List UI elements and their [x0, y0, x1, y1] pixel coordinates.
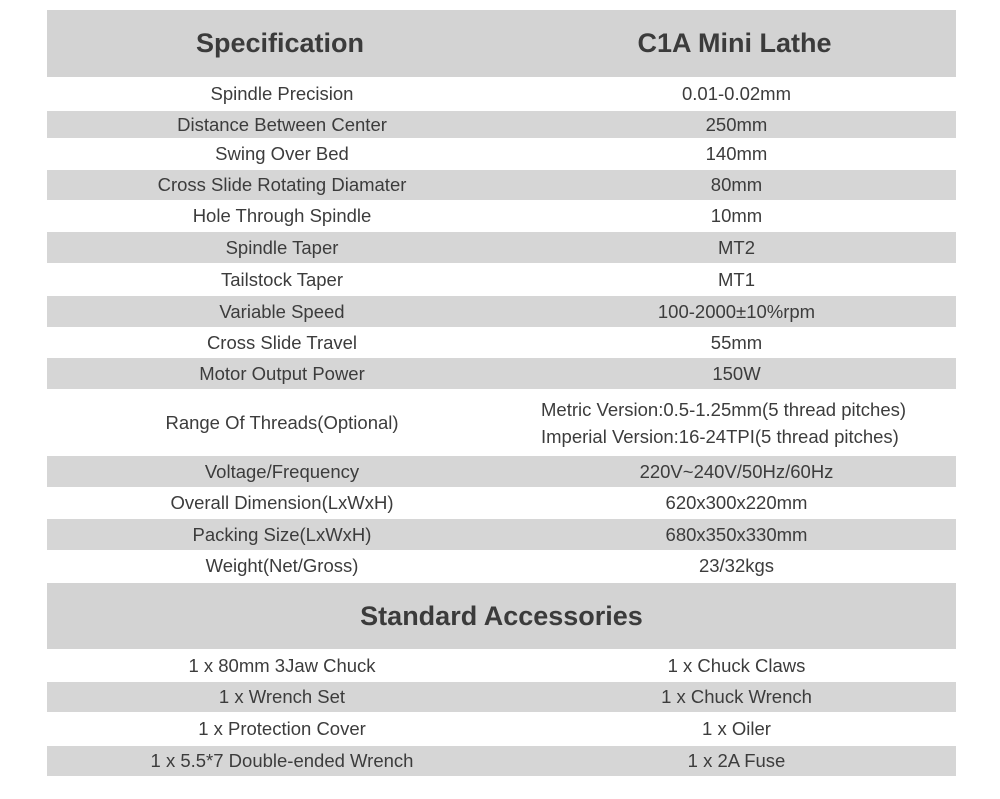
spec-label: Distance Between Center [177, 113, 387, 135]
spec-row [47, 200, 956, 232]
spec-sheet [47, 10, 956, 776]
spec-value-line: Imperial Version:16-24TPI(5 thread pitches) [541, 425, 899, 447]
accessory-item: 1 x 5.5*7 Double-ended Wrench [150, 750, 414, 771]
spec-row [47, 550, 956, 582]
spec-header-model: C1A Mini Lathe [637, 28, 832, 58]
accessory-row [47, 682, 956, 712]
spec-label: Packing Size(LxWxH) [192, 523, 372, 545]
spec-value: 140mm [705, 143, 768, 164]
spec-row [47, 389, 956, 456]
spec-row [47, 138, 956, 170]
spec-value: 23/32kgs [698, 555, 775, 576]
spec-value: 680x350x330mm [665, 523, 808, 545]
spec-row [47, 296, 956, 327]
spec-label: Range Of Threads(Optional) [165, 411, 399, 433]
spec-row [47, 111, 956, 138]
spec-row [47, 487, 956, 519]
spec-header-row [47, 10, 956, 77]
spec-label: Weight(Net/Gross) [205, 555, 359, 576]
spec-label: Swing Over Bed [215, 143, 349, 164]
spec-row [47, 170, 956, 200]
spec-label: Cross Slide Rotating Diamater [157, 174, 407, 195]
spec-value: 620x300x220mm [665, 492, 808, 513]
spec-value: 80mm [710, 174, 763, 195]
spec-label: Tailstock Taper [220, 268, 344, 290]
spec-value: MT1 [718, 268, 755, 290]
accessory-item: 1 x 80mm 3Jaw Chuck [188, 654, 376, 676]
spec-label: Cross Slide Travel [206, 331, 358, 353]
spec-value: 10mm [710, 205, 763, 226]
accessory-item: 1 x Chuck Wrench [661, 686, 812, 707]
spec-row [47, 327, 956, 358]
accessories-title: Standard Accessories [47, 583, 956, 649]
spec-row [47, 456, 956, 487]
accessory-row [47, 712, 956, 746]
spec-row [47, 263, 956, 296]
spec-row [47, 232, 956, 263]
accessory-row [47, 746, 956, 776]
accessory-item: 1 x Chuck Claws [667, 654, 806, 676]
spec-value: 220V~240V/50Hz/60Hz [639, 460, 834, 482]
spec-label: Motor Output Power [199, 362, 365, 384]
spec-value: 0.01-0.02mm [682, 83, 791, 104]
spec-label: Voltage/Frequency [204, 460, 360, 482]
spec-value: 100-2000±10%rpm [657, 300, 816, 322]
spec-row [47, 358, 956, 389]
spec-label: Variable Speed [219, 300, 345, 322]
accessory-item: 1 x Oiler [702, 718, 771, 739]
spec-value [517, 396, 956, 450]
spec-label: Spindle Taper [225, 236, 339, 258]
spec-label: Overall Dimension(LxWxH) [170, 492, 394, 513]
spec-value: 150W [712, 362, 761, 384]
spec-row [47, 77, 956, 111]
accessory-row [47, 649, 956, 682]
spec-label: Spindle Precision [210, 83, 354, 104]
spec-value: 55mm [710, 331, 763, 353]
spec-value-line: Metric Version:0.5-1.25mm(5 thread pitches) [541, 398, 907, 420]
spec-value: 250mm [705, 113, 768, 135]
accessory-item: 1 x 2A Fuse [687, 750, 786, 771]
accessory-item: 1 x Wrench Set [218, 686, 346, 707]
accessory-item: 1 x Protection Cover [198, 718, 366, 739]
spec-value: MT2 [718, 236, 755, 258]
spec-header-label: Specification [195, 28, 365, 58]
spec-label: Hole Through Spindle [192, 205, 372, 226]
spec-row [47, 519, 956, 550]
